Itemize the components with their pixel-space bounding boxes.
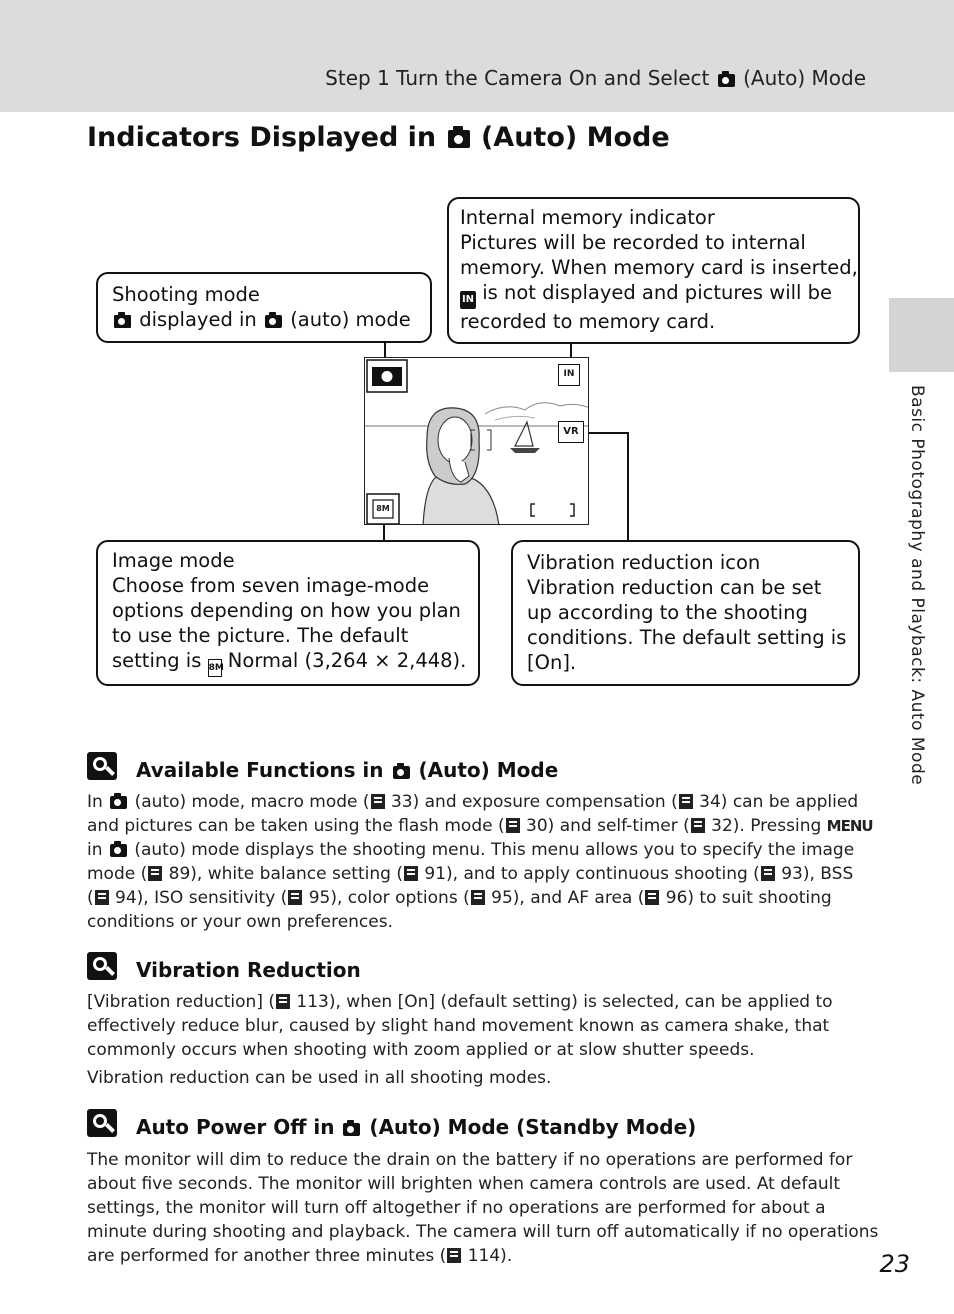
monitor-scene <box>365 358 589 525</box>
page-reference-icon <box>447 1248 461 1263</box>
screen-vr-icon: VR <box>558 421 584 443</box>
page-reference-icon <box>288 890 302 905</box>
note-magnifier-icon <box>87 1109 119 1139</box>
page-reference-icon <box>471 890 485 905</box>
auto-mode-camera-icon <box>393 766 410 779</box>
section-body-vibration-reduction: [Vibration reduction] ( 113), when [On] (default setting) is selected, can be applied to effectively reduce blur, caused by slight hand movement known as camera shake, that commonly occurs when shooting with zoom applied or at slow shutter speeds. Vibration reduction can be used in all shooting modes. <box>87 992 833 1088</box>
page-reference-icon <box>276 994 290 1009</box>
connector-image <box>383 524 385 541</box>
callout-internal-memory: Internal memory indicator Pictures will be recorded to internal memory. When memory card is inserted, IN is not displayed and pictures will be recorded to memory card. <box>447 197 860 344</box>
screen-image-mode-icon: 8M <box>376 504 390 513</box>
callout-title: Vibration reduction icon <box>527 551 761 574</box>
callout-title: Shooting mode <box>112 283 260 306</box>
chapter-thumb-tab <box>889 298 954 372</box>
auto-mode-camera-icon <box>718 74 735 87</box>
page-reference-icon <box>148 866 162 881</box>
page-reference-icon <box>645 890 659 905</box>
auto-mode-camera-icon <box>265 315 282 328</box>
connector-vr-v <box>627 432 629 541</box>
header-band <box>0 0 954 112</box>
auto-mode-camera-icon <box>110 796 127 809</box>
running-header: Step 1 Turn the Camera On and Select (Auto) Mode <box>325 66 866 90</box>
image-mode-icon: 8M <box>208 659 222 677</box>
camera-monitor-illustration <box>364 357 589 525</box>
auto-mode-camera-icon <box>448 130 470 148</box>
internal-memory-icon: IN <box>460 291 476 309</box>
section-heading-vibration-reduction: Vibration Reduction <box>87 952 361 982</box>
note-magnifier-icon <box>87 952 119 982</box>
section-body-auto-power-off: The monitor will dim to reduce the drain on the battery if no operations are performed for about five seconds. The monitor will brighten when camera controls are used. At default settings, the monitor will turn off altogether if no operations are performed for about a minute during shooting and playback. The camera will turn off automatically if no operations are performed for another three minutes ( 114). <box>87 1150 879 1266</box>
auto-mode-camera-icon <box>343 1123 360 1136</box>
section-body-available-functions: In (auto) mode, macro mode ( 33) and exposure compensation ( 34) can be applied and pictures can be taken using the flash mode ( 30) and self-timer ( 32). Pressing MENU in (auto) mode displays the shooting menu. This menu allows you to specify the image mode ( 89), white balance setting ( 91), and to apply continuous shooting ( 93), BSS ( 94), ISO sensitivity ( 95), color options ( 95), and AF area ( 96) to suit shooting conditions or your own preferences. <box>87 792 873 932</box>
connector-memory <box>570 344 572 358</box>
screen-memory-icon: IN <box>558 364 580 386</box>
chapter-side-label: Basic Photography and Playback: Auto Mode <box>907 385 927 786</box>
note-magnifier-icon <box>87 752 119 782</box>
callout-title: Image mode <box>112 549 235 572</box>
page-reference-icon <box>506 818 520 833</box>
section-heading-auto-power-off: Auto Power Off in (Auto) Mode (Standby Mode) <box>87 1109 696 1139</box>
auto-mode-screen-icon <box>114 315 131 328</box>
callout-shooting-mode: Shooting mode displayed in (auto) mode <box>96 272 432 343</box>
page-reference-icon <box>691 818 705 833</box>
page-reference-icon <box>679 794 693 809</box>
page-reference-icon <box>95 890 109 905</box>
connector-shooting <box>384 343 386 358</box>
page-title: Indicators Displayed in (Auto) Mode <box>87 122 670 153</box>
page-reference-icon <box>371 794 385 809</box>
callout-image-mode: Image mode Choose from seven image-mode options depending on how you plan to use the picture. The default setting is 8M Normal (3,264 × 2,448). <box>96 540 480 686</box>
auto-mode-camera-icon <box>110 844 127 857</box>
callout-vibration-reduction: Vibration reduction icon Vibration reduction can be set up according to the shooting conditions. The default setting is [On]. <box>511 540 860 686</box>
page-number: 23 <box>879 1250 910 1278</box>
page-reference-icon <box>761 866 775 881</box>
connector-vr-h <box>586 432 629 434</box>
section-heading-available-functions: Available Functions in (Auto) Mode <box>87 752 558 782</box>
callout-title: Internal memory indicator <box>460 206 715 229</box>
page-reference-icon <box>404 866 418 881</box>
menu-button-icon: MENU <box>826 817 873 835</box>
